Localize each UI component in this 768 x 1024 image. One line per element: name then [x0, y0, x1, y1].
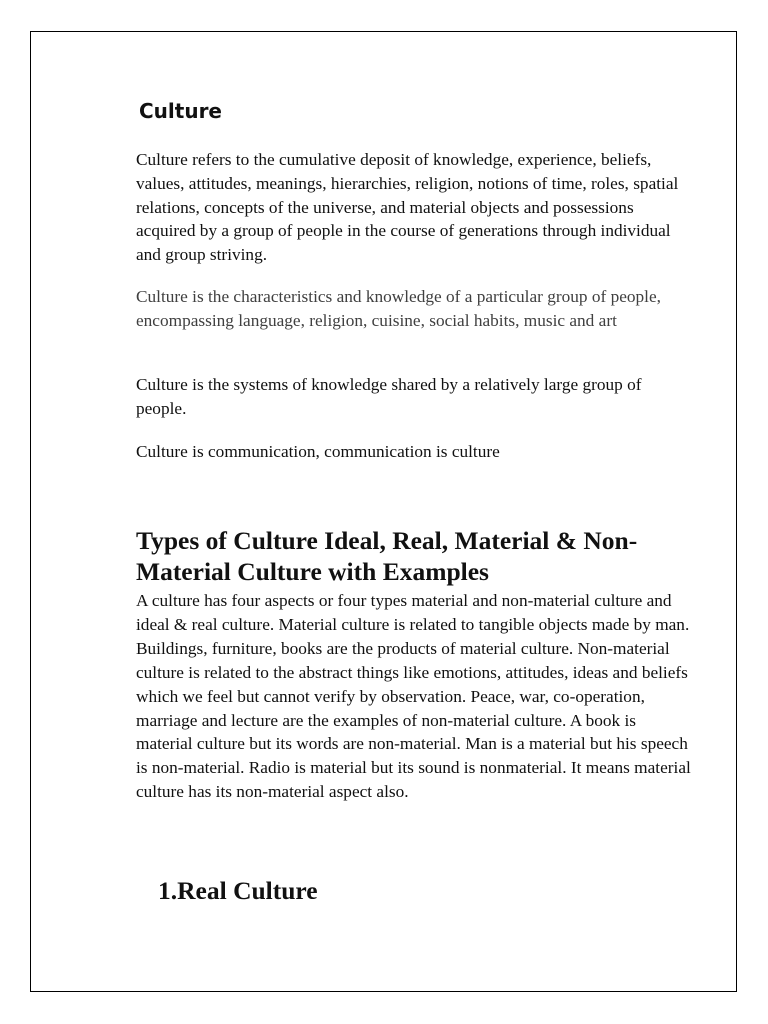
section-heading: Types of Culture Ideal, Real, Material & Non-Material Culture with Examples: [136, 526, 638, 586]
document-title: Culture: [139, 99, 222, 123]
section-body: A culture has four aspects or four types material and non-material culture and ideal & real culture. Material culture is related to tangible objects made by man. Buildings, furniture, books are the products of material culture. Non-material culture is related to the abstract things like emotions, attitudes, ideas and beliefs which we feel but cannot verify by observation. Peace, war, co-operation, marriage and lecture are the examples of non-material culture. A book is material culture but its words are non-material. Man is a material but his speech is non-material. Radio is material but its sound is nonmaterial. It means material culture has its non-material aspect also.: [136, 591, 691, 802]
definition-paragraph-2: Culture is the characteristics and knowledge of a particular group of people, encompassing language, religion, cuisine, social habits, music and art: [136, 287, 661, 330]
definition-paragraph-3: Culture is the systems of knowledge shared by a relatively large group of people.: [136, 375, 642, 418]
document-page: [30, 31, 737, 992]
subsection-heading: 1.Real Culture: [158, 876, 318, 905]
definition-paragraph-1: Culture refers to the cumulative deposit of knowledge, experience, beliefs, values, attitudes, meanings, hierarchies, religion, notions of time, roles, spatial relations, concepts of the universe, and material objects and possessions acquired by a group of people in the course of generations through individual and group striving.: [136, 150, 679, 265]
definition-paragraph-4: Culture is communication, communication is culture: [136, 442, 500, 461]
